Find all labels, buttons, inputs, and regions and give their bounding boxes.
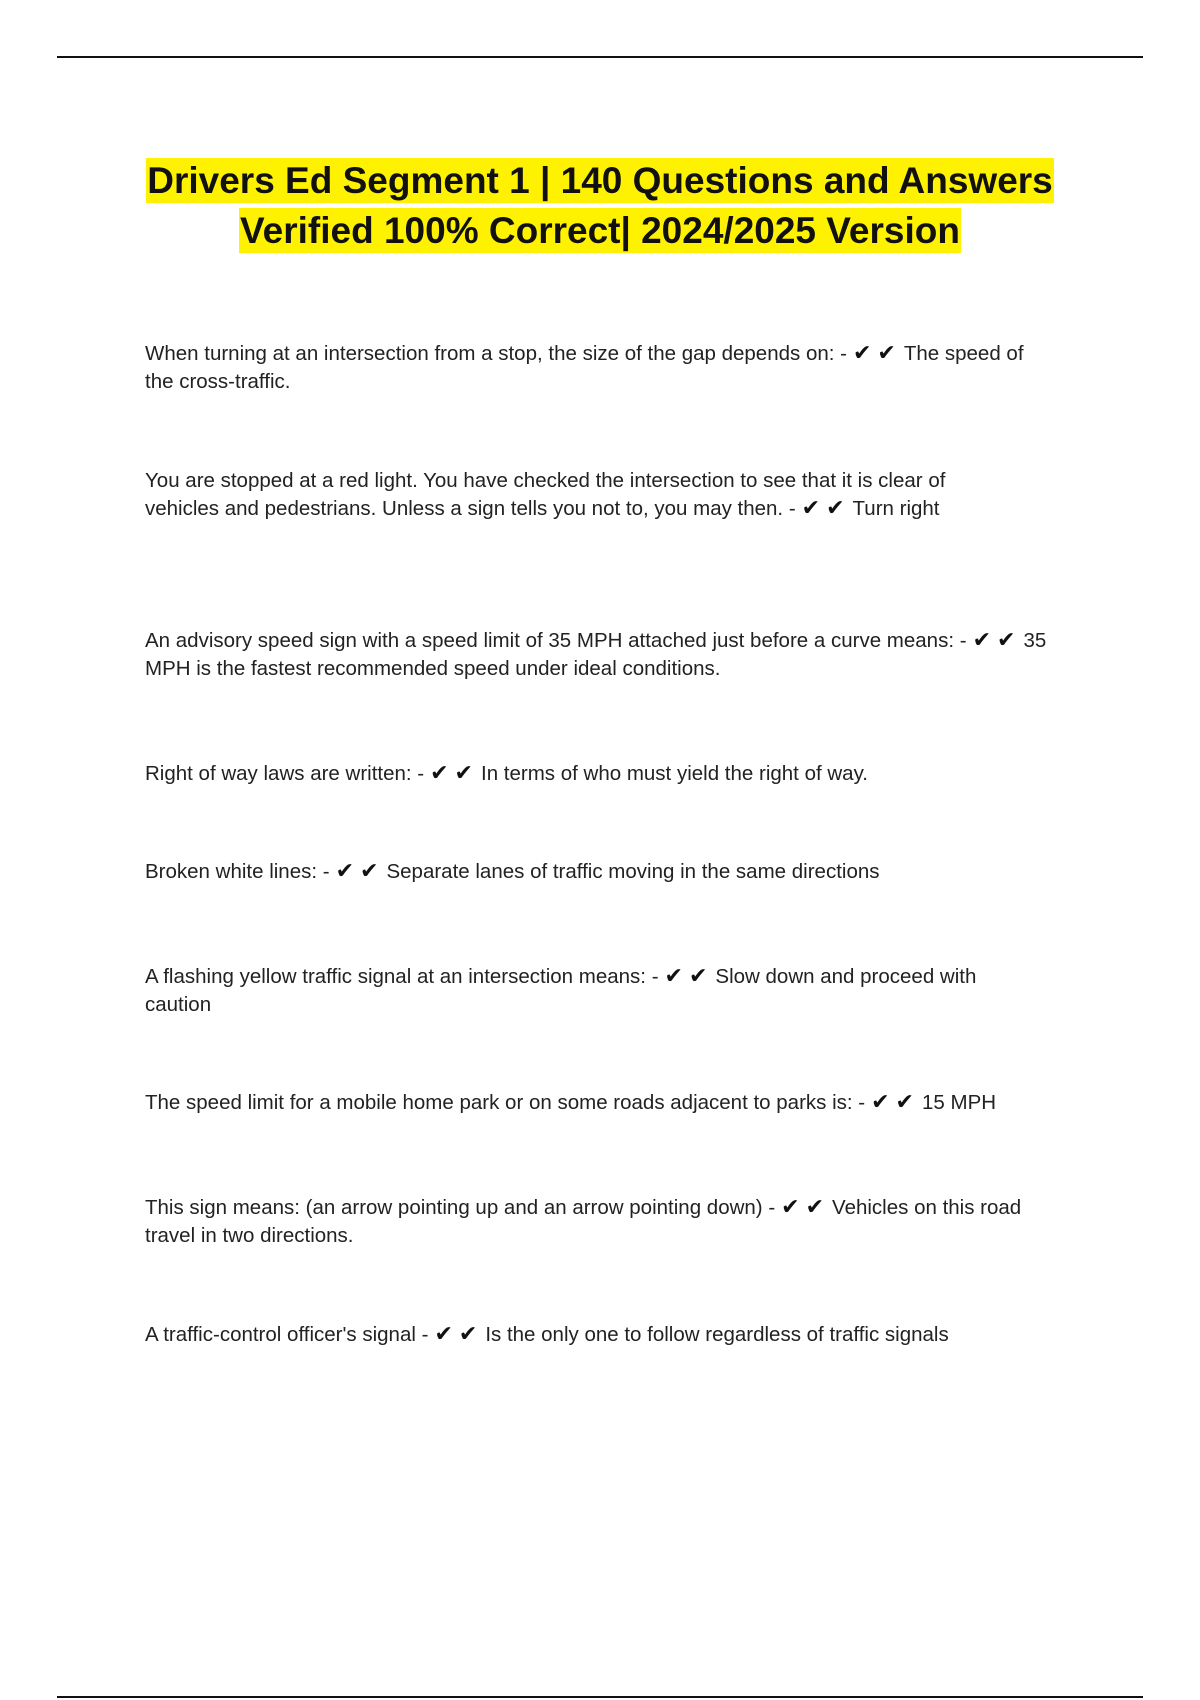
check-icon: ✔✔	[972, 628, 1022, 653]
answer-text: The speed of the cross-traffic.	[145, 342, 1024, 393]
check-icon: ✔✔	[430, 761, 479, 786]
qa-item-4	[145, 760, 1080, 788]
answer-text: Separate lanes of traffic moving in the same directions	[386, 860, 880, 883]
check-icon: ✔✔	[781, 1195, 831, 1220]
question-text: Broken white lines: -	[145, 860, 330, 883]
qa-item-5	[145, 858, 1080, 886]
check-icon: ✔✔	[801, 496, 851, 521]
qa-item-8	[145, 1194, 1075, 1250]
question-text: When turning at an intersection from a stop, the size of the gap depends on: -	[145, 342, 847, 365]
qa-item-7	[145, 1089, 1105, 1117]
title-line-1: Drivers Ed Segment 1 | 140 Questions and Answers	[147, 160, 1053, 201]
check-icon: ✔✔	[871, 1090, 920, 1115]
top-rule	[57, 56, 1143, 58]
qa-item-9	[145, 1321, 1105, 1349]
question-text: A flashing yellow traffic signal at an intersection means: -	[145, 965, 659, 988]
answer-text: Vehicles on this road travel in two directions.	[145, 1196, 1022, 1247]
check-icon: ✔✔	[434, 1322, 484, 1347]
answer-text: 15 MPH	[922, 1091, 997, 1114]
question-text: You are stopped at a red light. You have checked the intersection to see that it is clear of vehicles and pedestrians. Unless a sign tells you not to, you may then. -	[145, 469, 946, 520]
title-line-2: Verified 100% Correct| 2024/2025 Version	[240, 210, 960, 251]
check-icon: ✔✔	[852, 341, 902, 366]
question-text: The speed limit for a mobile home park or on some roads adjacent to parks is: -	[145, 1091, 866, 1114]
bottom-rule	[57, 1696, 1143, 1698]
question-text: An advisory speed sign with a speed limit of 35 MPH attached just before a curve means: -	[145, 629, 967, 652]
qa-item-2	[145, 467, 1025, 523]
check-icon: ✔✔	[335, 859, 385, 884]
qa-item-6	[145, 963, 1025, 1019]
answer-text: Is the only one to follow regardless of traffic signals	[485, 1323, 949, 1346]
question-text: Right of way laws are written: -	[145, 762, 425, 785]
qa-item-3	[145, 627, 1065, 683]
check-icon: ✔✔	[664, 964, 714, 989]
question-text: This sign means: (an arrow pointing up and an arrow pointing down) -	[145, 1196, 776, 1219]
document-title	[0, 156, 1200, 256]
answer-text: 35 MPH is the fastest recommended speed under ideal conditions.	[145, 629, 1047, 680]
answer-text: In terms of who must yield the right of way.	[481, 762, 868, 785]
question-text: A traffic-control officer's signal -	[145, 1323, 429, 1346]
answer-text: Slow down and proceed with caution	[145, 965, 977, 1016]
answer-text: Turn right	[852, 497, 940, 520]
qa-item-1	[145, 340, 1045, 396]
